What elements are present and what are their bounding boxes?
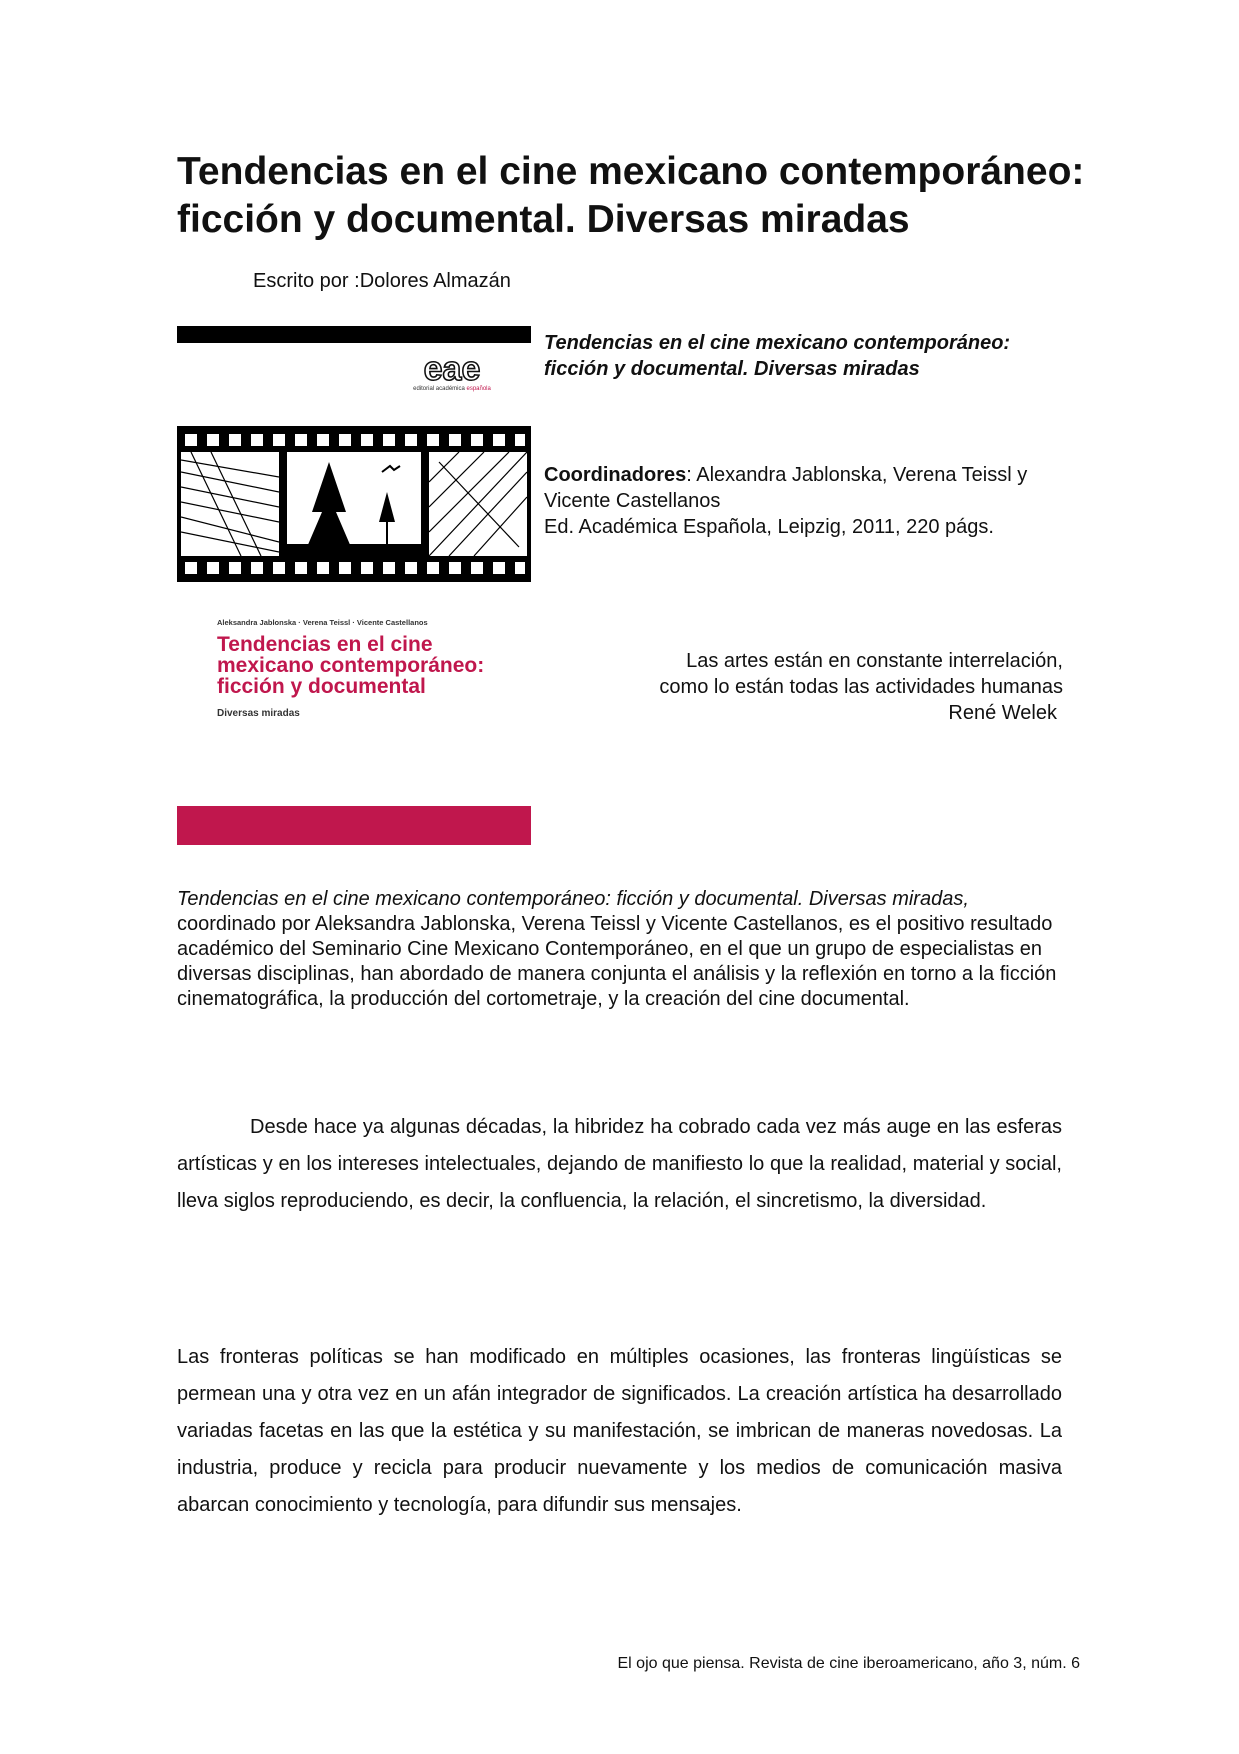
body-paragraph-1 [177, 1109, 1062, 1220]
coordinators-label: Coordinadores [544, 464, 687, 486]
logo-caption: editorial académica española [413, 386, 491, 392]
edition: Ed. Académica Española, Leipzig, 2011, 220 págs. [544, 516, 994, 538]
book-cover-image [177, 326, 531, 846]
cover-bottom-bar [177, 806, 531, 845]
film-holes-top [185, 434, 525, 446]
book-title: Tendencias en el cine mexicano contemporáneo: ficción y documental. Diversas miradas [544, 332, 1011, 380]
film-frame-left [181, 452, 279, 556]
film-frame-right [429, 452, 527, 556]
intro-text: coordinado por Aleksandra Jablonska, Verena Teissl y Vicente Castellanos, es el positivo resultado académico del Seminario Cine Mexicano Contemporáneo, en el que un grupo de especialistas en diversas disciplinas, han abordado de manera conjunta el análisis y la reflexión en torno a la ficción cinematográfica, la producción del cortometraje, y la creación del cine documental. [177, 913, 1057, 1010]
epigraph-line: como lo están todas las actividades humanas [659, 676, 1063, 698]
logo-mark: eae [423, 352, 481, 386]
intro-book-title: Tendencias en el cine mexicano contemporáneo: ficción y documental. Diversas miradas, [177, 888, 969, 910]
cover-authors: Aleksandra Jablonska · Verena Teissl · Vicente Castellanos [217, 618, 428, 627]
body-paragraph-2: Las fronteras políticas se han modificado en múltiples ocasiones, las fronteras lingüísticas se permean una y otra vez en un afán integrador de significados. La creación artística ha desarrollado variadas facetas en las que la estética y su manifestación, se imbrican de maneras novedosas. La industria, produce y recicla para producir nuevamente y los medios de comunicación masiva abarcan conocimiento y tecnología, para difundir sus mensajes. [177, 1346, 1062, 1516]
page-footer: El ojo que piensa. Revista de cine iberoamericano, año 3, núm. 6 [617, 1655, 1080, 1672]
byline: Escrito por :Dolores Almazán [253, 270, 511, 292]
intro-paragraph [177, 887, 1062, 1012]
epigraph-line: Las artes están en constante interrelación, [686, 650, 1063, 672]
cover-subtitle: Diversas miradas [217, 708, 300, 719]
coordinators [544, 462, 1064, 514]
film-frame-center [287, 452, 421, 556]
epigraph-author: René Welek [948, 702, 1057, 724]
epigraph [600, 648, 1063, 726]
cover-top-bar [177, 326, 531, 343]
book-details [544, 462, 1064, 540]
cover-title: Tendencias en el cine mexicano contemporáneo: ficción y documental [217, 633, 485, 698]
filmstrip-image [177, 426, 531, 582]
article-title: Tendencias en el cine mexicano contemporáneo: ficción y documental. Diversas miradas [177, 150, 1085, 241]
film-holes-bottom [185, 562, 525, 574]
coordinators-value: : Alexandra Jablonska, Verena Teissl y Vicente Castellanos [544, 464, 1028, 512]
publisher-logo [407, 352, 497, 398]
paragraph-text: Desde hace ya algunas décadas, la hibridez ha cobrado cada vez más auge en las esferas artísticas y en los intereses intelectuales, dejando de manifiesto lo que la realidad, material y social, lleva siglos reproduciendo, es decir, la confluencia, la relación, el sincretismo, la diversidad. [177, 1116, 1062, 1212]
